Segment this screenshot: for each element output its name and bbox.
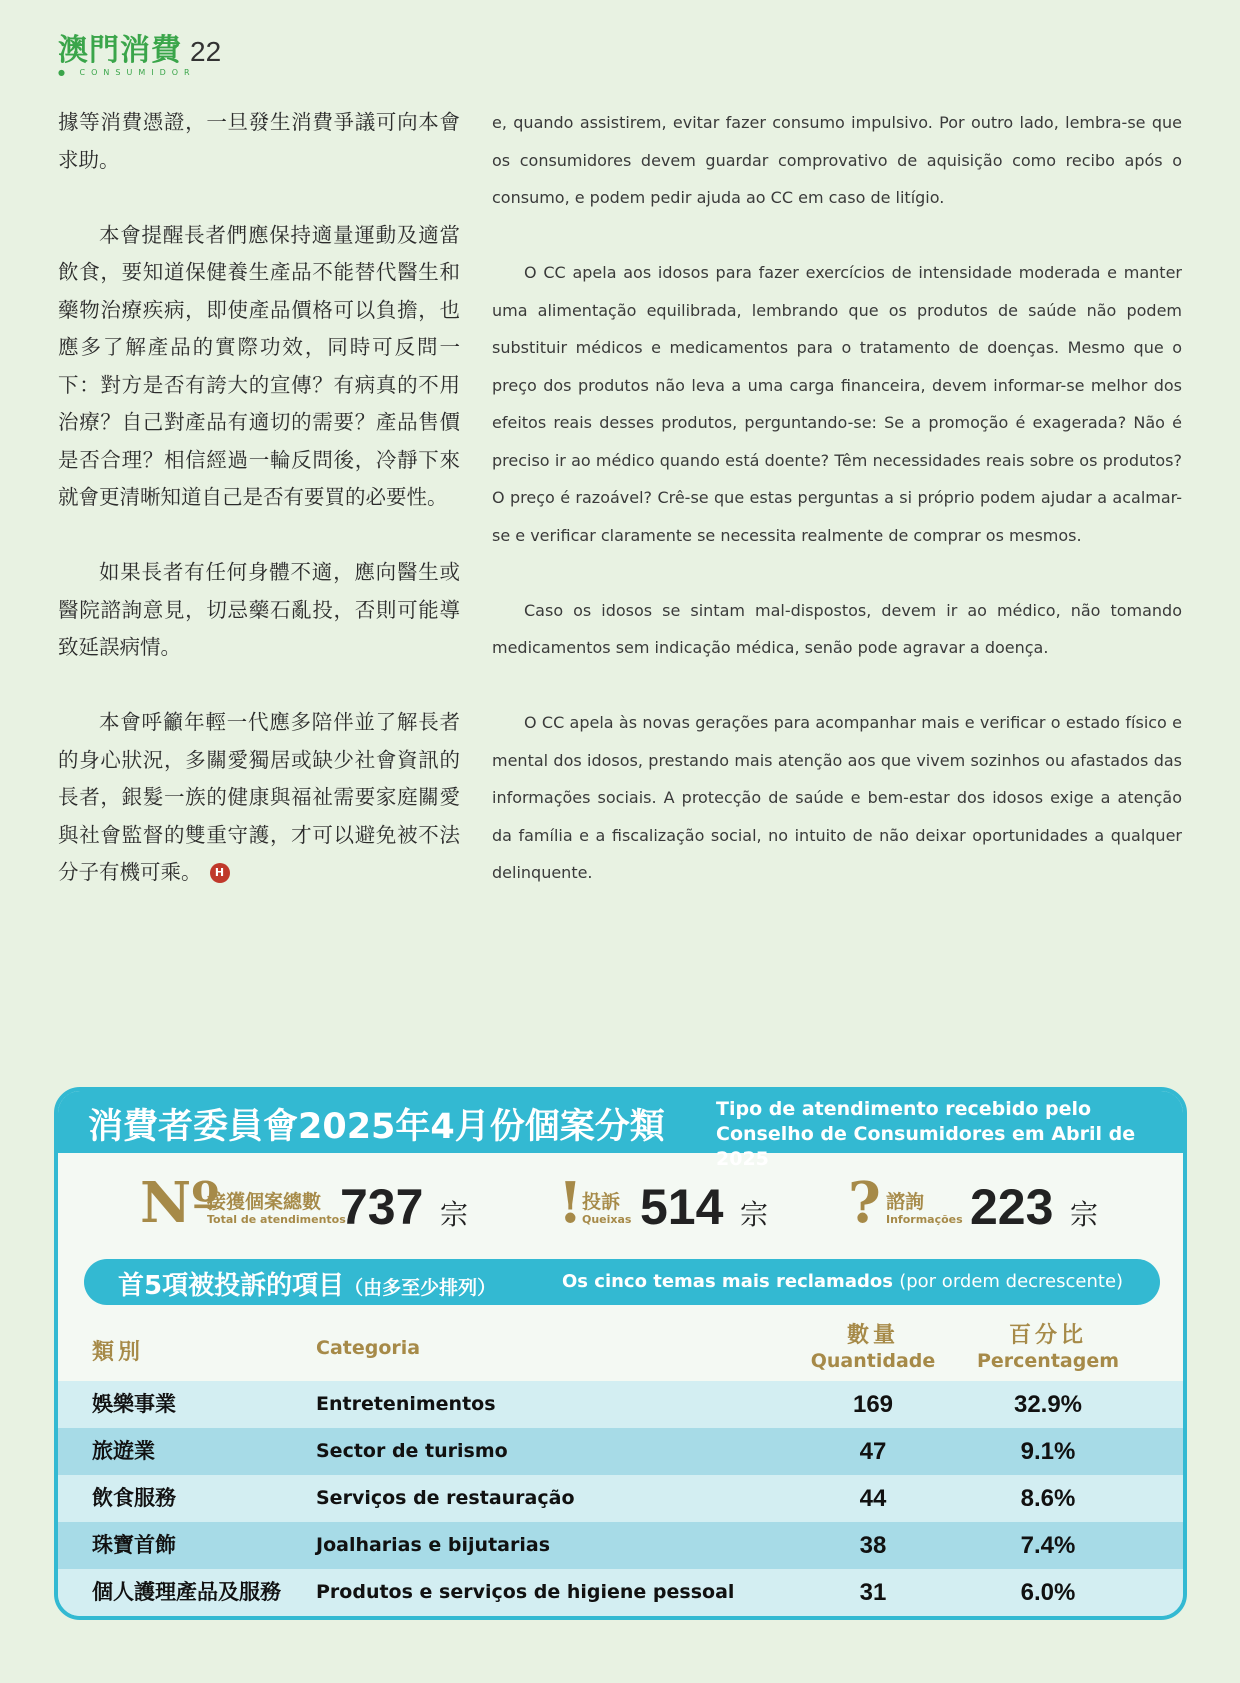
pt-paragraph: O CC apela às novas gerações para acompanhar mais e verificar o estado físico e mental dos idosos, prestando mais atenção aos que vivem sozinhos ou afastados das informações sociais. A protecção de saúde e bem-estar dos idosos exige a atenção da família e a fiscalização social, no intuito de não deixar oportunidades a qualquer delinquente.	[492, 713, 1182, 882]
table-row	[58, 1381, 1183, 1428]
category-zh: 娛樂事業	[92, 1392, 176, 1416]
page-header	[58, 34, 358, 78]
logo-text: 澳門消費	[58, 33, 182, 68]
stat-label-pt: Total de atendimentos	[207, 1213, 346, 1226]
pt-paragraph: Caso os idosos se sintam mal-dispostos, devem ir ao médico, não tomando medicamentos sem indicação médica, senão pode agravar a doença.	[492, 600, 1182, 657]
category-pt: Entretenimentos	[316, 1393, 496, 1415]
stat-label-zh: 諮詢	[886, 1191, 925, 1213]
table-row	[58, 1428, 1183, 1475]
zh-paragraph: 本會提醒長者們應保持適量運動及適當飲食，要知道保健養生產品不能替代醫生和藥物治療疾病，即使產品價格可以負擔，也應多了解產品的實際功效，同時可反問一下：對方是否有誇大的宣傳？有病真的不用治療？自己對產品有適切的需要？產品售價是否合理？相信經過一輪反問後，冷靜下來就會更清晰知道自己是否有要買的必要性。	[58, 222, 460, 509]
stat-value: 737	[340, 1179, 424, 1235]
magazine-logo	[58, 33, 196, 77]
quantity: 44	[859, 1485, 887, 1512]
quantity: 38	[859, 1532, 887, 1559]
table-row	[58, 1569, 1183, 1616]
stat-enquiries	[848, 1171, 1138, 1241]
number-sign-icon: Nº	[140, 1170, 220, 1236]
zh-paragraph: 據等消費憑證，一旦發生消費爭議可向本會求助。	[58, 110, 460, 172]
percentage: 7.4%	[1020, 1532, 1076, 1559]
table-row	[58, 1475, 1183, 1522]
category-zh: 珠寶首飾	[92, 1533, 176, 1557]
stats-row	[58, 1153, 1183, 1253]
portuguese-article-column	[492, 104, 1182, 929]
panel-title-pt: Tipo de atendimento recebido pelo Conselho de Consumidores em Abril de 2025	[716, 1098, 1136, 1170]
category-zh: 個人護理產品及服務	[92, 1580, 281, 1604]
stat-label-zh: 接獲個案總數	[207, 1191, 322, 1213]
percentage: 8.6%	[1020, 1485, 1076, 1512]
panel-header	[58, 1091, 1183, 1170]
pt-paragraph: e, quando assistirem, evitar fazer consumo impulsivo. Por outro lado, lembra-se que os consumidores devem guardar comprovativo de aquisição como recibo após o consumo, e podem pedir ajuda ao CC em caso de litígio.	[492, 113, 1182, 207]
pt-paragraph: O CC apela aos idosos para fazer exercícios de intensidade moderada e manter uma alimentação equilibrada, lembrando que os produtos de saúde não podem substituir médicos e medicamentos para o tratamento de doenças. Mesmo que o preço dos produtos não leva a uma carga financeira, devem informar-se melhor dos efeitos reais desses produtos, perguntando-se: Se a promoção é exagerada? Não é preciso ir ao médico quando está doente? Têm necessidades reais sobre os produtos? O preço é razoável? Crê-se que estas perguntas a si próprio podem ajudar a acalmar-se e verificar claramente se necessita realmente de comprar os mesmos.	[492, 263, 1182, 545]
exclamation-icon: !	[558, 1170, 583, 1236]
logo-subtitle: ● CONSUMIDOR	[58, 68, 196, 77]
percentage: 9.1%	[1020, 1438, 1076, 1465]
stat-unit: 宗	[1070, 1198, 1099, 1231]
stat-unit: 宗	[440, 1198, 469, 1231]
header-category-pt: Categoria	[316, 1337, 421, 1359]
category-zh: 飲食服務	[92, 1486, 176, 1510]
category-pt: Sector de turismo	[316, 1440, 508, 1462]
quantity: 169	[852, 1391, 894, 1418]
header-quantity: 數量 Quantidade	[810, 1323, 936, 1372]
stat-value: 223	[970, 1179, 1054, 1235]
table-row	[58, 1522, 1183, 1569]
table-header	[58, 1313, 1183, 1381]
quantity: 47	[859, 1438, 887, 1465]
stat-label-pt: Queixas	[582, 1213, 632, 1226]
category-zh: 旅遊業	[92, 1439, 155, 1463]
end-of-article-icon: H	[210, 863, 230, 883]
stat-label-zh: 投訴	[582, 1191, 621, 1213]
category-pt: Serviços de restauração	[316, 1487, 575, 1509]
category-pt: Joalharias e bijutarias	[316, 1534, 551, 1556]
stat-complaints	[558, 1171, 798, 1241]
top5-subheading	[84, 1259, 1160, 1305]
stat-label-pt: Informações	[886, 1213, 963, 1226]
category-pt: Produtos e serviços de higiene pessoal	[316, 1581, 735, 1603]
subheading-zh: 首5項被投訴的項目（由多至少排列）	[118, 1271, 497, 1301]
page-number: 22	[190, 36, 222, 67]
stat-value: 514	[640, 1179, 724, 1235]
subheading-pt: Os cinco temas mais reclamados (por ordem decrescente)	[562, 1271, 1124, 1292]
zh-paragraph: 如果長者有任何身體不適，應向醫生或醫院諮詢意見，切忌藥石亂投，否則可能導致延誤病情。	[58, 560, 460, 659]
chinese-article-column	[58, 104, 460, 929]
quantity: 31	[859, 1579, 887, 1606]
percentage: 6.0%	[1020, 1579, 1076, 1606]
case-classification-panel	[54, 1087, 1187, 1620]
percentage: 32.9%	[1013, 1391, 1083, 1418]
header-category-zh: 類別	[92, 1340, 145, 1365]
question-icon: ?	[848, 1170, 881, 1236]
stat-total	[140, 1171, 470, 1241]
stat-unit: 宗	[740, 1198, 769, 1231]
panel-title-zh: 消費者委員會2025年4月份個案分類	[88, 1107, 665, 1147]
header-percentage: 百分比 Percentagem	[976, 1323, 1120, 1372]
zh-paragraph: 本會呼籲年輕一代應多陪伴並了解長者的身心狀況，多關愛獨居或缺少社會資訊的長者，銀髮一族的健康與福祉需要家庭關愛與社會監督的雙重守護，才可以避免被不法分子有機可乘。 H	[58, 710, 460, 884]
complaints-table	[58, 1381, 1183, 1616]
